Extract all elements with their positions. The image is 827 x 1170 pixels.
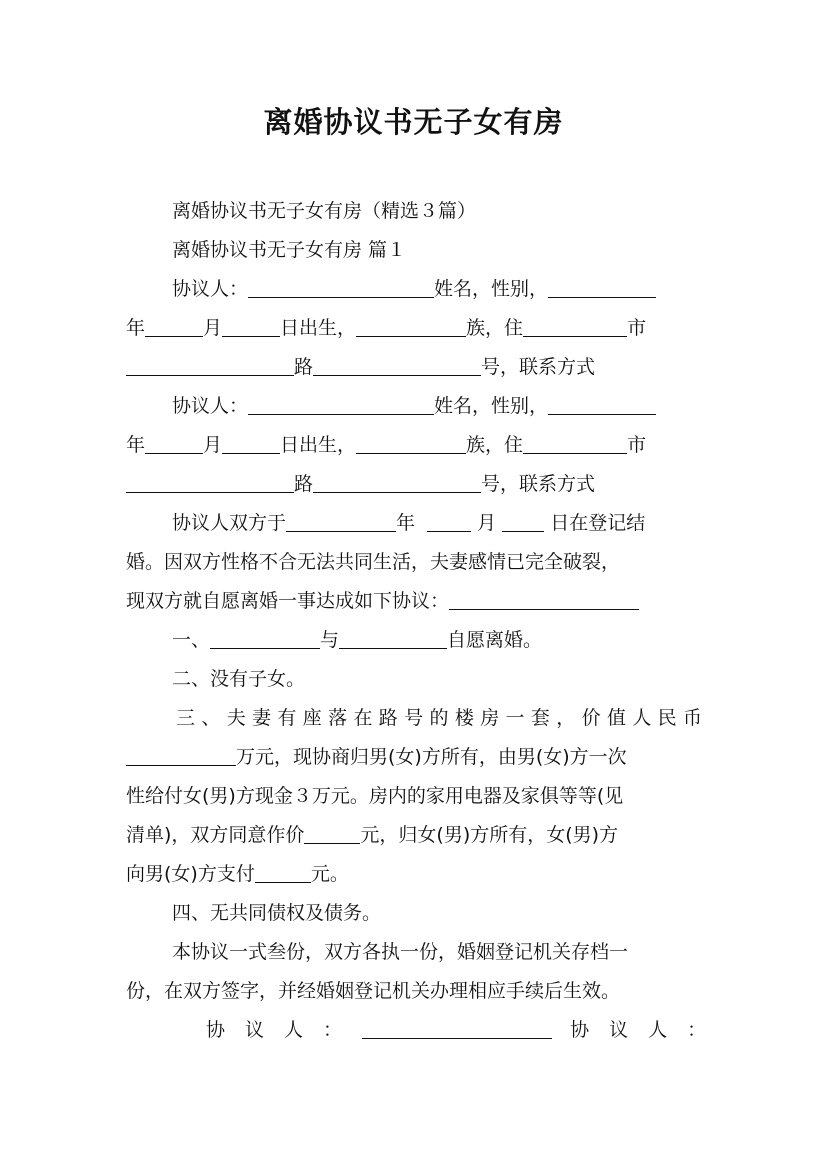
- clause3-line2: [126, 742, 706, 772]
- birth-label: 日出生，: [280, 317, 357, 339]
- name-blank[interactable]: [248, 277, 434, 298]
- intro-text: 现双方就自愿离婚一事达成如下协议：: [126, 590, 450, 612]
- signature-line: [206, 1015, 727, 1045]
- contact-label: 号，联系方式: [481, 473, 596, 495]
- gender-blank[interactable]: [548, 394, 656, 415]
- clause1: [172, 625, 706, 655]
- clause3-line1: 三、夫妻有座落在路号的楼房一套，价值人民币: [176, 707, 702, 729]
- road-label: 路: [294, 356, 314, 378]
- city-label: 市: [627, 317, 647, 339]
- section-heading: 离婚协议书无子女有房 篇１: [172, 239, 407, 261]
- birth-label: 日出生，: [280, 434, 357, 456]
- signature-label-1: 协议人：: [206, 1019, 363, 1041]
- district-blank[interactable]: [126, 472, 294, 493]
- intro-line3: [126, 586, 706, 616]
- signature-label-2: 协议人：: [570, 1019, 727, 1041]
- marriage-day-blank[interactable]: [502, 511, 544, 532]
- year-label: 年: [126, 317, 146, 339]
- party-a-blank[interactable]: [210, 628, 320, 649]
- party1-line1: [172, 274, 706, 304]
- party2-line1: [172, 391, 706, 421]
- payment-blank[interactable]: [255, 862, 311, 883]
- road-blank[interactable]: [313, 472, 481, 493]
- party1-label: 协议人：: [172, 278, 249, 300]
- clause3-text: 元。: [310, 863, 349, 885]
- ethnicity-blank[interactable]: [356, 316, 466, 337]
- month-label: 月: [203, 434, 223, 456]
- clause3-text: 万元，现协商归男(女)方所有，由男(女)方一次: [236, 746, 627, 768]
- clause2: 二、没有子女。: [172, 668, 306, 690]
- intro-line1: [172, 508, 706, 538]
- month-blank[interactable]: [222, 316, 280, 337]
- clause3-text: 清单)，双方同意作价: [126, 824, 305, 846]
- clause3-line3: 性给付女(男)方现金３万元。房内的家用电器及家俱等等(见: [126, 785, 624, 807]
- address-blank[interactable]: [523, 316, 627, 337]
- clause1-suffix: 自愿离婚。: [447, 629, 543, 651]
- document-subtitle: 离婚协议书无子女有房（精选３篇）: [172, 200, 477, 222]
- marriage-month-blank[interactable]: [427, 511, 471, 532]
- clause3-line5: [126, 859, 706, 889]
- clause3-text: 向男(女)方支付: [126, 863, 255, 885]
- document-title: 离婚协议书无子女有房: [263, 105, 564, 139]
- month-label: 月: [477, 512, 497, 534]
- contact-label: 号，联系方式: [481, 356, 596, 378]
- month-blank[interactable]: [222, 433, 280, 454]
- year-blank[interactable]: [145, 433, 203, 454]
- year-blank[interactable]: [145, 316, 203, 337]
- closing-line2: 份，在双方签字，并经婚姻登记机关办理相应手续后生效。: [126, 980, 621, 1002]
- district-blank[interactable]: [126, 355, 294, 376]
- appliance-value-blank[interactable]: [304, 823, 360, 844]
- ethnicity-label: 族，住: [466, 317, 524, 339]
- party2-line3: [126, 469, 706, 499]
- marriage-year-blank[interactable]: [286, 511, 396, 532]
- road-label: 路: [294, 473, 314, 495]
- closing-line1: 本协议一式叁份，双方各执一份，婚姻登记机关存档一: [172, 941, 629, 963]
- address-blank[interactable]: [523, 433, 627, 454]
- intro-text: 协议人双方于: [172, 512, 287, 534]
- intro-text: 日在登记结: [550, 512, 646, 534]
- year-label: 年: [126, 434, 146, 456]
- name-blank[interactable]: [248, 394, 434, 415]
- ethnicity-blank[interactable]: [356, 433, 466, 454]
- party-b-blank[interactable]: [339, 628, 447, 649]
- agreement-blank[interactable]: [449, 589, 639, 610]
- clause1-and: 与: [320, 629, 340, 651]
- month-label: 月: [203, 317, 223, 339]
- party2-line2: [126, 430, 706, 460]
- clause1-prefix: 一、: [172, 629, 211, 651]
- signature-blank[interactable]: [362, 1018, 552, 1039]
- party1-line3: [126, 352, 706, 382]
- road-blank[interactable]: [313, 355, 481, 376]
- city-label: 市: [627, 434, 647, 456]
- year-label: 年: [396, 512, 416, 534]
- party1-line2: [126, 313, 706, 343]
- gender-blank[interactable]: [548, 277, 656, 298]
- house-value-blank[interactable]: [126, 745, 236, 766]
- name-gender-label: 姓名，性别，: [434, 395, 549, 417]
- party2-label: 协议人：: [172, 395, 249, 417]
- clause4: 四、无共同债权及债务。: [172, 902, 382, 924]
- ethnicity-label: 族，住: [466, 434, 524, 456]
- clause3-text: 元，归女(男)方所有，女(男)方: [360, 824, 619, 846]
- clause3-line4: [126, 820, 706, 850]
- name-gender-label: 姓名，性别，: [434, 278, 549, 300]
- intro-line2: 婚。因双方性格不合无法共同生活，夫妻感情已完全破裂，: [126, 551, 621, 573]
